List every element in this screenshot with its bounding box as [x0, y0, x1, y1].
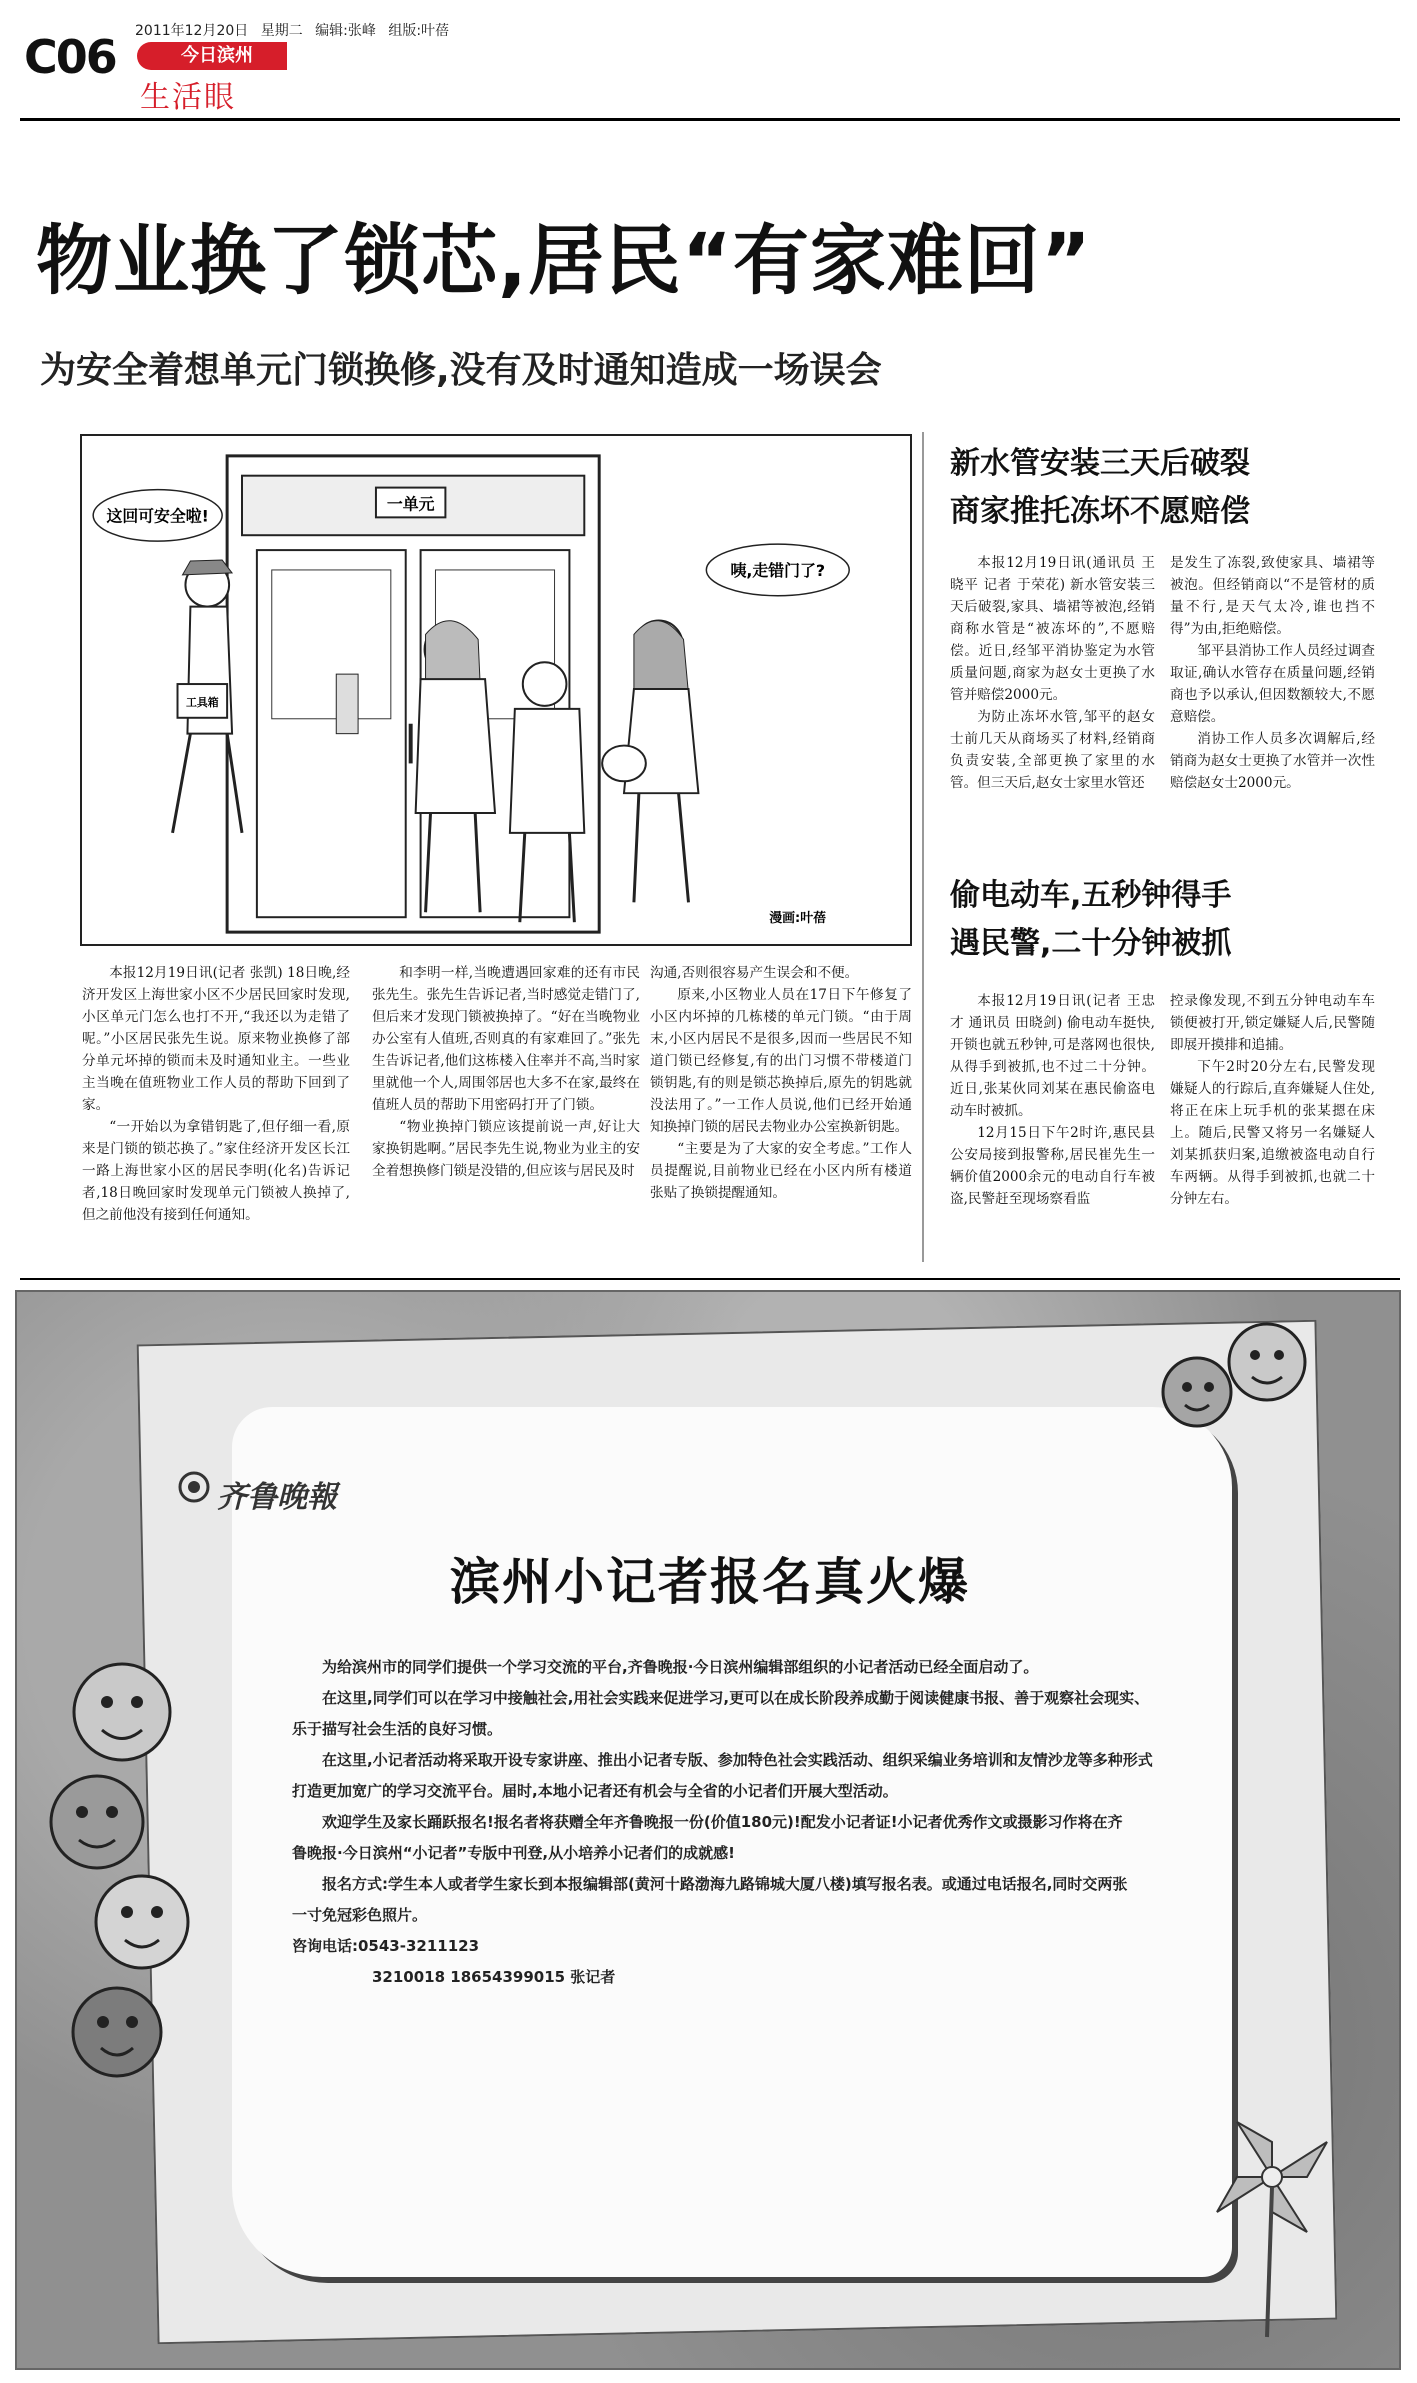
- article-column-2: [372, 962, 640, 1267]
- ad-line: 乐于描写社会生活的良好习惯。: [292, 1720, 503, 1738]
- toolbox-label: 工具箱: [185, 695, 219, 709]
- section-tag: 今日滨州: [137, 42, 287, 70]
- side-story-2-column-a: [950, 990, 1155, 1270]
- article-paragraph: “一开始以为拿错钥匙了,但仔细一看,原来是门锁的锁芯换了。”家住经济开发区长江一路上海世家小区的居民李明(化名)告诉记者,18日晚回家时发现单元门锁被人换掉了,但之前他没有接到任何通知。: [82, 1119, 350, 1223]
- ad-line: 3210018 18654399015 张记者: [372, 1968, 616, 1986]
- side-story-2-title-line-2: 遇民警,二十分钟被抓: [950, 926, 1232, 961]
- cartoon-credit: 漫画:叶蓓: [769, 911, 826, 927]
- article-paragraph: 是发生了冻裂,致使家具、墙裙等被泡。但经销商以“不是管材的质量不行,是天气太冷,谁也挡不得”为由,拒绝赔偿。: [1170, 555, 1375, 637]
- article-paragraph: 消协工作人员多次调解后,经销商为赵女士更换了水管并一次性赔偿赵女士2000元。: [1170, 731, 1375, 791]
- article-paragraph: “主要是为了大家的安全考虑。”工作人员提醒说,目前物业已经在小区内所有楼道张贴了换锁提醒通知。: [650, 1141, 912, 1201]
- article-paragraph: 本报12月19日讯(记者 王忠才 通讯员 田晓剑) 偷电动车挺快,开锁也就五秒钟,可是落网也很快,从得手到被抓,也不过二十分钟。近日,张某伙同刘某在惠民偷盗电动车时被抓。: [950, 993, 1155, 1119]
- ad-line: 在这里,小记者活动将采取开设专家讲座、推出小记者专版、参加特色社会实践活动、组织采编业务培训和友情沙龙等多种形式: [322, 1751, 1153, 1769]
- subheadline: 为安全着想单元门锁换修,没有及时通知造成一场误会: [40, 350, 882, 391]
- ad-line: 在这里,同学们可以在学习中接触社会,用社会实践来促进学习,更可以在成长阶段养成勤于阅读健康书报、善于观察社会现实、: [322, 1689, 1150, 1707]
- advertisement: [15, 1290, 1401, 2370]
- ad-line: 打造更加宽广的学习交流平台。届时,本地小记者还有机会与全省的小记者们开展大型活动。: [292, 1782, 898, 1800]
- ad-line: 一寸免冠彩色照片。: [292, 1906, 428, 1924]
- bubble-right: 咦,走错门了?: [730, 560, 826, 580]
- article-paragraph: 本报12月19日讯(通讯员 王晓平 记者 于荣花) 新水管安装三天后破裂,家具、墙裙等被泡,经销商称水管是“被冻坏的”,不愿赔偿。近日,经邹平消协鉴定为水管质量问题,商家为赵女士更换了水管并赔偿2000元。: [950, 555, 1155, 703]
- ad-line: 为给滨州市的同学们提供一个学习交流的平台,齐鲁晚报·今日滨州编辑部组织的小记者活动已经全面启动了。: [322, 1658, 1039, 1676]
- article-paragraph: 12月15日下午2时许,惠民县公安局接到报警称,居民崔先生一辆价值2000余元的电动自行车被盗,民警赶至现场察看监: [950, 1125, 1155, 1207]
- article-paragraph: 本报12月19日讯(记者 张凯) 18日晚,经济开发区上海世家小区不少居民回家时发现,小区单元门怎么也打不开,“我还以为走错了呢。”小区居民张先生说。原来物业换修了部分单元坏掉的锁而未及时通知业主。一些业主当晚在值班物业工作人员的帮助下回到了家。: [82, 965, 350, 1113]
- pinwheel-icon: [1197, 2102, 1347, 2342]
- ad-line: 咨询电话:0543-3211123: [292, 1937, 480, 1955]
- ad-logo-icon: [177, 1470, 211, 1508]
- side-story-2-title-line-1: 偷电动车,五秒钟得手: [950, 878, 1232, 913]
- article-paragraph: 沟通,否则很容易产生误会和不便。: [650, 965, 859, 981]
- door-sign: 一单元: [386, 494, 435, 514]
- ad-title: 滨州小记者报名真火爆: [450, 1553, 970, 1611]
- side-story-1-column-b: [1170, 552, 1375, 852]
- ad-line: 欢迎学生及家长踊跃报名!报名者将获赠全年齐鲁晚报一份(价值180元)!配发小记者证!小记者优秀作文或摄影习作将在齐: [322, 1813, 1123, 1831]
- article-paragraph: 控录像发现,不到五分钟电动车车锁便被打开,锁定嫌疑人后,民警随即展开摸排和追捕。: [1170, 993, 1375, 1053]
- column-name: 生活眼: [140, 80, 236, 115]
- cartoon-faces-right: [1137, 1307, 1317, 1437]
- cartoon-faces-left: [37, 1652, 207, 2122]
- article-paragraph: 下午2时20分左右,民警发现嫌疑人的行踪后,直奔嫌疑人住处,将正在床上玩手机的张某摁在床上。随后,民警又将另一名嫌疑人刘某抓获归案,追缴被盗电动自行车两辆。从得手到被抓,也就二十分钟左右。: [1170, 1059, 1375, 1207]
- side-story-2-column-b: [1170, 990, 1375, 1270]
- article-paragraph: 为防止冻坏水管,邹平的赵女士前几天从商场买了材料,经销商负责安装,全部更换了家里的水管。但三天后,赵女士家里水管还: [950, 709, 1155, 791]
- ad-line: 鲁晚报·今日滨州“小记者”专版中刊登,从小培养小记者们的成就感!: [292, 1844, 735, 1862]
- cartoon-illustration: [80, 434, 912, 946]
- header-rule: [20, 118, 1400, 121]
- ad-logo: 齐鲁晚報: [217, 1480, 337, 1515]
- article-paragraph: 原来,小区物业人员在17日下午修复了小区内坏掉的几栋楼的单元门锁。“由于周末,小区内居民不是很多,因而一些居民不知道门锁已经修复,有的出门习惯不带楼道门锁钥匙,有的则是锁芯换掉后,原先的钥匙就没法用了。”一工作人员说,他们已经开始通知换掉门锁的居民去物业办公室换新钥匙。: [650, 987, 912, 1135]
- column-separator: [922, 432, 924, 1262]
- article-paragraph: “物业换掉门锁应该提前说一声,好让大家换钥匙啊。”居民李先生说,物业为业主的安全着想换修门锁是没错的,但应该与居民及时: [372, 1119, 640, 1179]
- section-rule: [20, 1278, 1400, 1280]
- issue-meta: 2011年12月20日 星期二 编辑:张峰 组版:叶蓓: [135, 23, 450, 39]
- article-paragraph: 邹平县消协工作人员经过调查取证,确认水管存在质量问题,经销商也予以承认,但因数额较大,不愿意赔偿。: [1170, 643, 1375, 725]
- ad-body: [292, 1652, 1217, 1993]
- side-story-1-title-line-2: 商家推托冻坏不愿赔偿: [950, 494, 1250, 529]
- side-story-1-column-a: [950, 552, 1155, 852]
- ad-line: 报名方式:学生本人或者学生家长到本报编辑部(黄河十路渤海九路锦城大厦八楼)填写报名表。或通过电话报名,同时交两张: [322, 1875, 1128, 1893]
- side-story-1-title-line-1: 新水管安装三天后破裂: [950, 446, 1250, 481]
- cartoon-svg: [82, 436, 910, 944]
- headline: 物业换了锁芯,居民“有家难回”: [36, 216, 1092, 305]
- page-number: C06: [24, 30, 116, 84]
- article-column-3: [650, 962, 912, 1267]
- bubble-left: 这回可安全啦!: [106, 506, 209, 526]
- article-paragraph: 和李明一样,当晚遭遇回家难的还有市民张先生。张先生告诉记者,当时感觉走错门了,但后来才发现门锁被换掉了。“好在当晚物业办公室有人值班,否则真的有家难回了。”张先生告诉记者,他们这栋楼入住率并不高,当时家里就他一个人,周围邻居也大多不在家,最终在值班人员的帮助下用密码打开了门锁。: [372, 965, 640, 1113]
- article-column-1: [82, 962, 350, 1267]
